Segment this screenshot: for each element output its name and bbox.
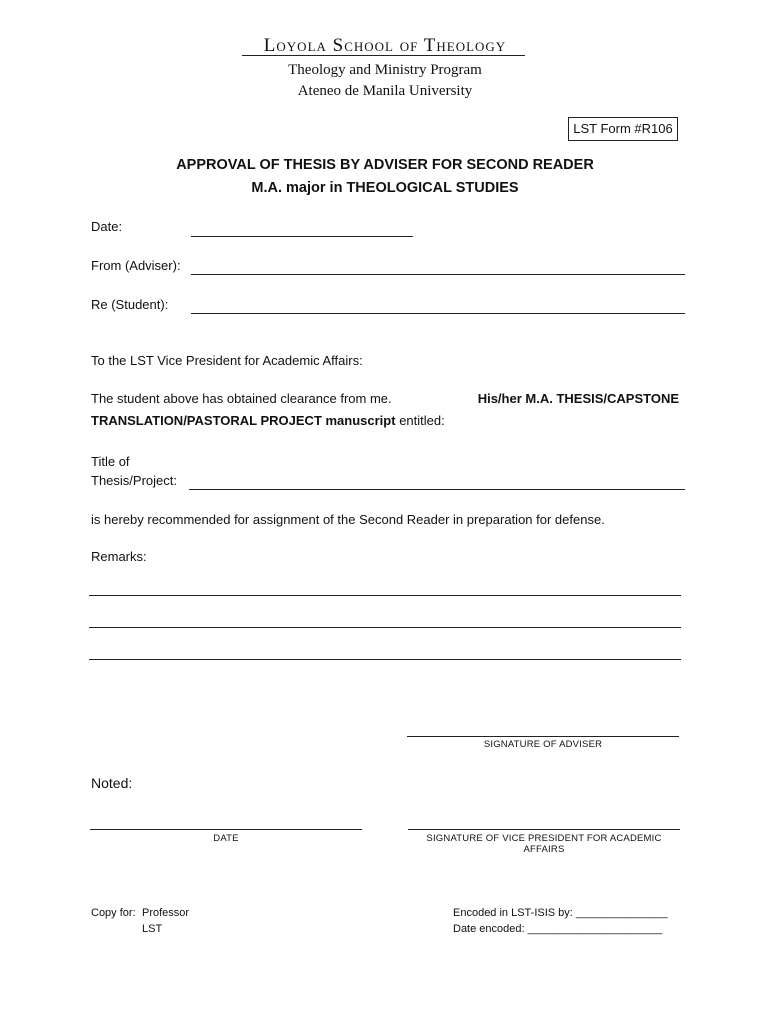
clearance-bold-2: TRANSLATION/PASTORAL PROJECT manuscript <box>91 413 396 428</box>
school-name: Loyola School of Theology <box>263 35 507 56</box>
form-number-box: LST Form #R106 <box>568 117 678 141</box>
recommendation-text: is hereby recommended for assignment of the Second Reader in preparation for defense. <box>91 512 605 527</box>
program-name: Theology and Ministry Program <box>288 62 482 78</box>
adviser-signature-caption: SIGNATURE OF ADVISER <box>483 739 603 750</box>
clearance-tail: entitled: <box>395 413 445 428</box>
date-caption: DATE <box>213 833 239 844</box>
form-title: APPROVAL OF THESIS BY ADVISER FOR SECOND READER <box>176 157 594 173</box>
date-field-line[interactable] <box>191 236 413 237</box>
encoded-by: Encoded in LST-ISIS by: _______________ <box>453 907 668 919</box>
copy-for-lst: LST <box>142 923 163 935</box>
title-field-line[interactable] <box>189 489 685 490</box>
copy-for-professor: Professor <box>142 907 190 919</box>
clearance-text: The student above has obtained clearance from me. <box>91 391 392 406</box>
adviser-signature-line[interactable] <box>407 736 679 737</box>
remarks-label: Remarks: <box>91 549 147 564</box>
student-field-line[interactable] <box>191 313 685 314</box>
vp-signature-caption: SIGNATURE OF VICE PRESIDENT FOR ACADEMIC AFFAIRS <box>426 833 662 855</box>
noted-label: Noted: <box>91 775 133 791</box>
title-label-1: Title of <box>91 454 130 469</box>
student-label: Re (Student): <box>91 297 169 312</box>
adviser-label: From (Adviser): <box>91 258 181 273</box>
addressee: To the LST Vice President for Academic Affairs: <box>91 353 363 368</box>
date-label: Date: <box>91 219 123 234</box>
clearance-bold-1: His/her M.A. THESIS/CAPSTONE <box>477 391 679 406</box>
vp-signature-line[interactable] <box>408 829 680 830</box>
university-name: Ateneo de Manila University <box>297 83 473 99</box>
title-label-2: Thesis/Project: <box>91 473 177 488</box>
form-subtitle: M.A. major in THEOLOGICAL STUDIES <box>251 180 519 196</box>
date-encoded: Date encoded: ______________________ <box>453 923 663 935</box>
copy-for-label: Copy for: <box>91 907 136 919</box>
remarks-line-3[interactable] <box>89 659 681 660</box>
date-signature-line[interactable] <box>90 829 362 830</box>
school-name-rule <box>242 55 525 56</box>
clearance-line-2 <box>91 413 445 428</box>
adviser-field-line[interactable] <box>191 274 685 275</box>
remarks-line-1[interactable] <box>89 595 681 596</box>
remarks-line-2[interactable] <box>89 627 681 628</box>
